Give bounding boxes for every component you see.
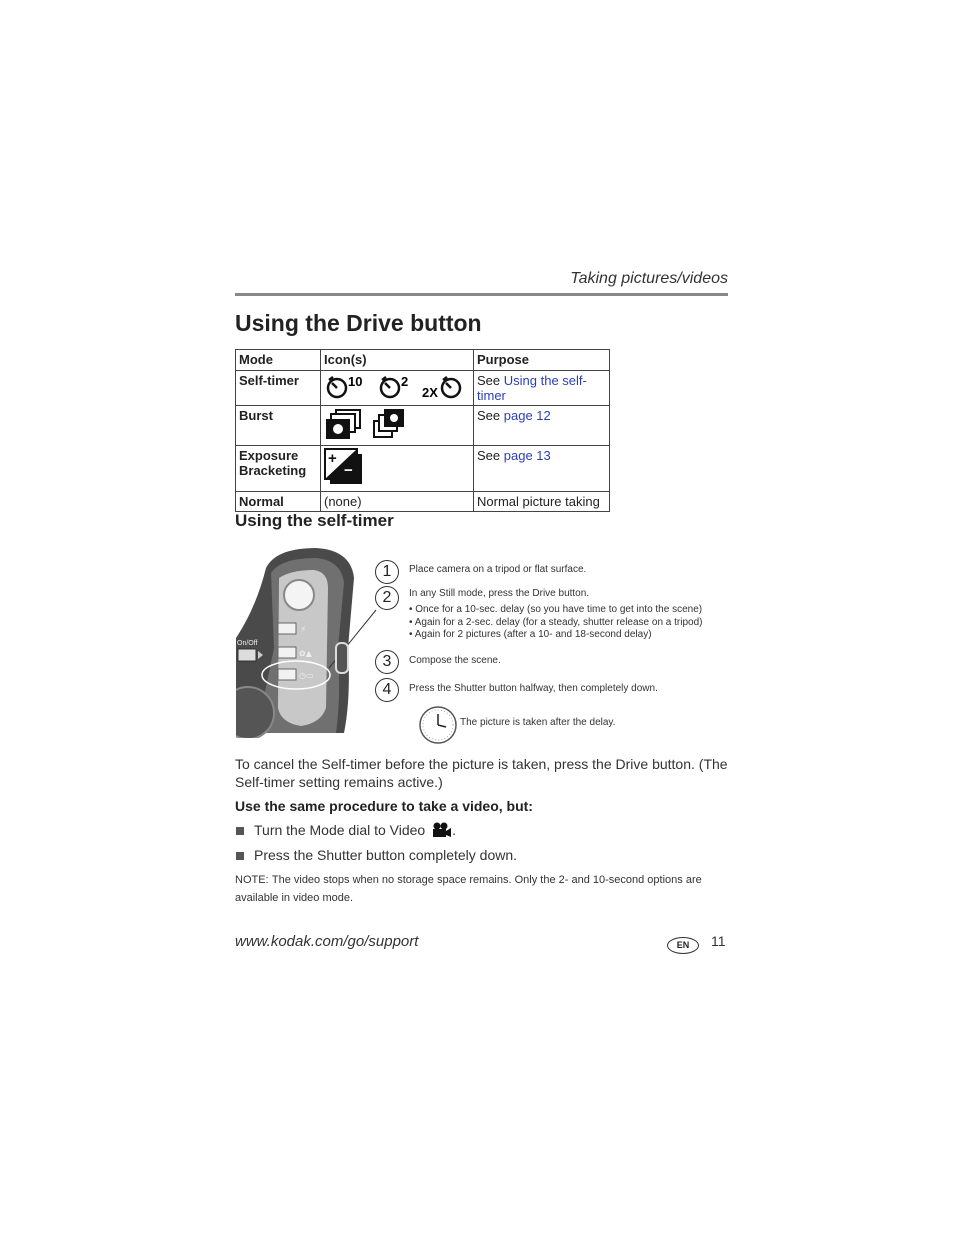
video-procedure-heading: Use the same procedure to take a video, but: (235, 798, 533, 814)
step-number-1: 1 (375, 560, 399, 584)
video-note (235, 871, 728, 907)
self-timer-2-icon (381, 377, 399, 397)
language-badge: EN (667, 937, 699, 954)
self-timer-heading: Using the self-timer (235, 511, 394, 530)
col-header-mode: Mode (236, 350, 321, 371)
svg-text:◷▭: ◷▭ (299, 671, 314, 680)
col-header-purpose: Purpose (474, 350, 610, 371)
mode-self-timer: Self-timer (236, 371, 321, 406)
step-text-1: Place camera on a tripod or flat surface. (409, 564, 587, 575)
icons-burst (321, 406, 474, 446)
svg-text:✿▲: ✿▲ (299, 649, 312, 658)
page-number: 11 (711, 933, 726, 949)
mode-normal: Normal (236, 492, 321, 512)
link-using-self-timer[interactable]: Using the self-timer (477, 373, 587, 403)
video-step-shutter: Press the Shutter button completely down. (254, 847, 518, 863)
mode-burst: Burst (236, 406, 321, 446)
step-number-2: 2 (375, 586, 399, 610)
step-text-2: In any Still mode, press the Drive button. (409, 588, 590, 599)
step-2-bullet: • Again for a 2-sec. delay (for a steady, shutter release on a tripod) (409, 617, 703, 628)
burst-icons (324, 408, 414, 440)
self-timer-icons (324, 373, 464, 400)
note-label: NOTE: (235, 874, 269, 886)
video-camera-icon (432, 822, 452, 838)
cancel-self-timer-paragraph: To cancel the Self-timer before the picture is taken, press the Drive button. (The Self-timer setting remains active.) (235, 756, 728, 790)
self-timer-10-icon (328, 377, 346, 397)
link-page-13[interactable]: page 13 (503, 448, 551, 463)
svg-text:+: + (328, 450, 337, 467)
step-text-3: Compose the scene. (409, 655, 501, 666)
icons-normal: (none) (321, 492, 474, 512)
step-2-bullet: • Once for a 10-sec. delay (so you have time to get into the scene) (409, 604, 703, 615)
icons-exposure-bracketing (321, 446, 474, 492)
section-header: Taking pictures/videos (570, 270, 728, 287)
step-text-4: Press the Shutter button halfway, then completely down. (409, 683, 658, 694)
step-number-3: 3 (375, 650, 399, 674)
svg-text:⚡: ⚡ (300, 625, 307, 635)
step-number-4: 4 (375, 678, 399, 702)
step-2-bullet: • Again for 2 pictures (after a 10- and 18-second delay) (409, 629, 652, 640)
svg-text:−: − (344, 462, 353, 479)
bullet-square-icon (236, 827, 244, 835)
header-rule (235, 293, 728, 296)
video-step-mode-dial: Turn the Mode dial to Video . (254, 822, 457, 838)
clock-icon (418, 705, 458, 745)
self-timer-10-label: 10 (348, 374, 363, 389)
link-page-12[interactable]: page 12 (503, 408, 551, 423)
bullet-square-icon (236, 852, 244, 860)
camera-on-off-label: On/Off (237, 640, 258, 647)
self-timer-result-text: The picture is taken after the delay. (460, 717, 616, 728)
col-header-icons: Icon(s) (321, 350, 474, 371)
mode-exposure-bracketing: Exposure Bracketing (236, 446, 321, 492)
icons-self-timer (321, 371, 474, 406)
purpose-self-timer: See Using the self-timer (474, 371, 610, 406)
exposure-bracketing-icon (324, 448, 366, 486)
drive-modes-table (235, 349, 610, 512)
purpose-exposure-bracketing: See page 13 (474, 446, 610, 492)
note-text: The video stops when no storage space remains. Only the 2- and 10-second options are available in video mode. (235, 874, 702, 904)
purpose-burst: See page 12 (474, 406, 610, 446)
self-timer-2-label: 2 (401, 374, 409, 389)
footer-support-url[interactable]: www.kodak.com/go/support (235, 933, 419, 950)
purpose-normal: Normal picture taking (474, 492, 610, 512)
page-title: Using the Drive button (235, 310, 482, 336)
burst-first-burst-icon (326, 410, 360, 439)
self-timer-2x-icon (442, 377, 460, 397)
burst-last-burst-icon (374, 409, 404, 437)
self-timer-2x-label: 2X (422, 385, 438, 400)
